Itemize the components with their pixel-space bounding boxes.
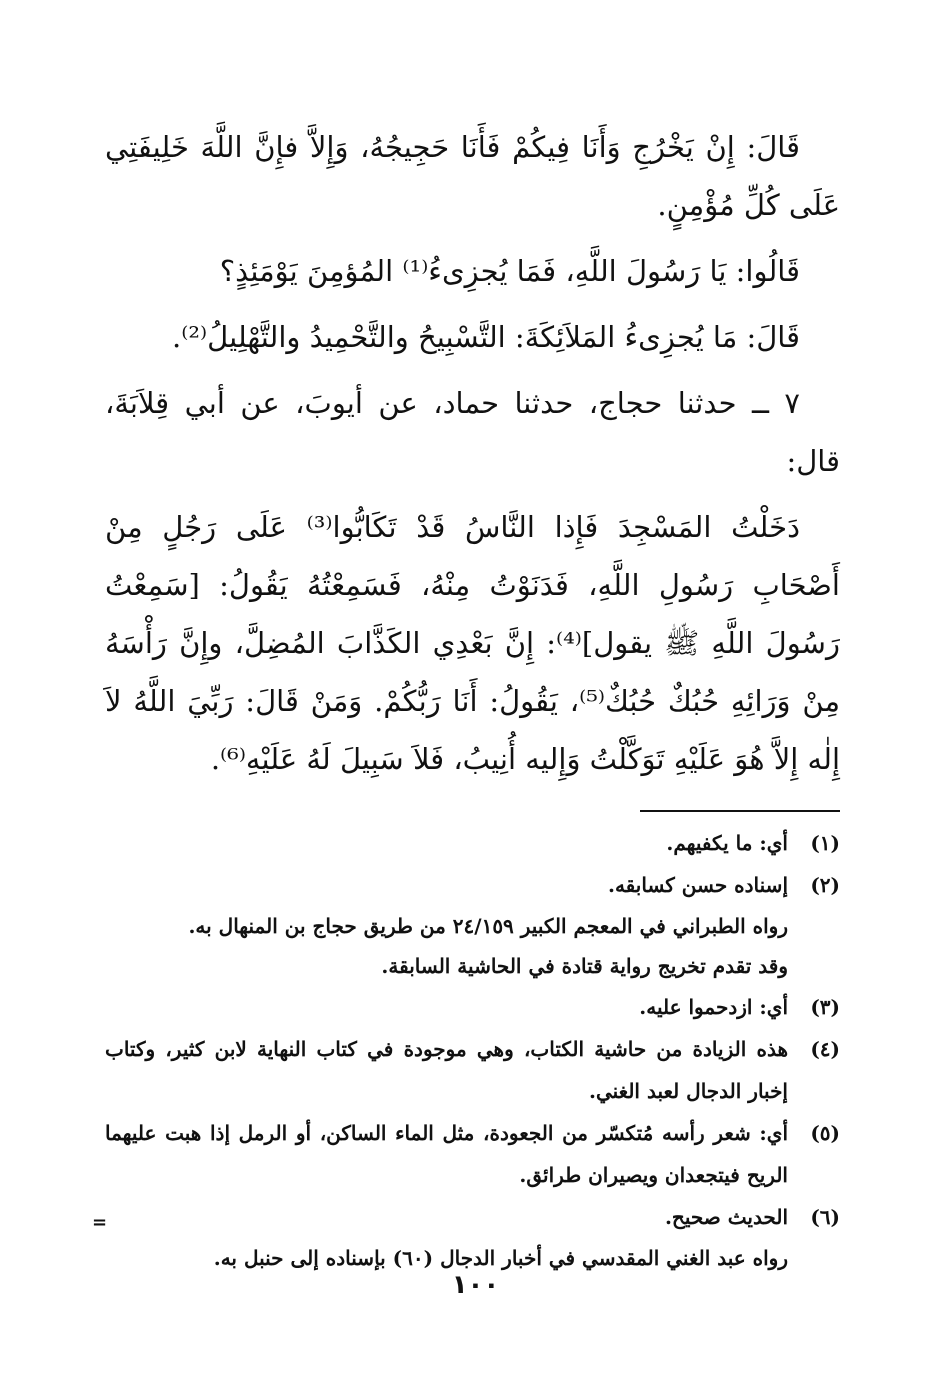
- footnote-2: [105, 864, 840, 906]
- page-number: ١٠٠: [451, 1270, 500, 1300]
- footnotes: [105, 822, 840, 1278]
- footnote-1: [105, 822, 840, 864]
- page-body: [105, 118, 840, 1368]
- footnote-5: [105, 1112, 840, 1196]
- footnote-6: [105, 1196, 840, 1238]
- footnote-number: (١): [810, 831, 840, 855]
- footnote-text: إسناده حسن كسابقه.: [607, 873, 788, 897]
- paragraph-2: قَالُوا: يَا رَسُولَ اللَّهِ، فَمَا يُجزِىءُ⁽¹⁾ المُؤمِنَ يَوْمَئِذٍ؟: [219, 254, 800, 288]
- footnote-number: (٢): [810, 873, 840, 897]
- main-text: [105, 118, 840, 788]
- paragraph-1: قَالَ: إِنْ يَخْرُجِ وَأَنَا فِيكُمْ فَأَنَا حَجِيجُهُ، وَإِلاَّ فإِنَّ اللَّهَ خَلِيفَتِي عَلَى كُلِّ مُؤْمِنٍ.: [105, 130, 840, 222]
- footnote-separator: [640, 810, 840, 812]
- paragraph-3: قَالَ: مَا يُجزِىءُ المَلاَئِكَةَ: التَّسْبِيحُ والتَّحْمِيدُ والتَّهْلِيلُ⁽²⁾.: [172, 320, 800, 354]
- footnote-text: هذه الزيادة من حاشية الكتاب، وهي موجودة في كتاب النهاية لابن كثير، وكتاب إخبار الدجال لعبد الغني.: [105, 1037, 788, 1103]
- footnote-text: أي: ما يكفيهم.: [666, 831, 788, 855]
- footnote-4: [105, 1028, 840, 1112]
- footnote-6-line-1: رواه عبد الغني المقدسي في أخبار الدجال (٦٠) بإسناده إلى حنبل به.: [213, 1246, 788, 1270]
- footnote-2-line-2: وقد تقدم تخريج رواية قتادة في الحاشية السابقة.: [381, 954, 788, 978]
- footnote-number: (٦): [810, 1205, 840, 1229]
- footnote-number: (٤): [810, 1037, 840, 1061]
- footnote-text: الحديث صحيح.: [664, 1205, 788, 1229]
- margin-mark: =: [92, 1212, 108, 1233]
- footnote-text: أي: ازدحموا عليه.: [639, 995, 788, 1019]
- footnote-number: (٣): [810, 995, 840, 1019]
- footnote-3: [105, 986, 840, 1028]
- footnote-2-line-1: رواه الطبراني في المعجم الكبير ٢٤/١٥٩ من طريق حجاج بن المنهال به.: [188, 914, 788, 938]
- footnote-number: (٥): [810, 1121, 840, 1145]
- footnote-text: أي: شعر رأسه مُتكسّر من الجعودة، مثل الماء الساكن، أو الرمل إذا هبت عليهما الريح فيتجعدان ويصيران طرائق.: [105, 1121, 788, 1187]
- paragraph-5: دَخَلْتُ المَسْجِدَ فَإِذا النَّاسُ قَدْ تَكَابُّوا⁽³⁾ عَلَى رَجُلٍ مِنْ أَصْحَابِ رَسُولِ اللَّهِ، فَدَنَوْتُ مِنْهُ، فَسَمِعْتُهُ يَقُولُ: [سَمِعْتُ رَسُولَ اللَّهِ ﷺ يقول]⁽⁴⁾: إِنَّ بَعْدِي الكَذَّابَ المُضِلَّ، وإِنَّ رَأْسَهُ مِنْ وَرَائِهِ حُبُكٌ حُبُكٌ⁽⁵⁾، يَقُولُ: أَنَا رَبُّكُمْ. وَمَنْ قَالَ: رَبِّيَ اللَّهُ لاَ إِلٰه إِلاَّ هُوَ عَلَيْهِ تَوَكَّلْتُ وَإِليه أُنِيبُ، فَلاَ سَبِيلَ لَهُ عَلَيْهِ⁽⁶⁾.: [105, 510, 840, 776]
- hadith-number-7: ٧ ــ حدثنا حجاج، حدثنا حماد، عن أيوبَ، عن أبي قِلاَبَةَ، قال:: [105, 386, 840, 478]
